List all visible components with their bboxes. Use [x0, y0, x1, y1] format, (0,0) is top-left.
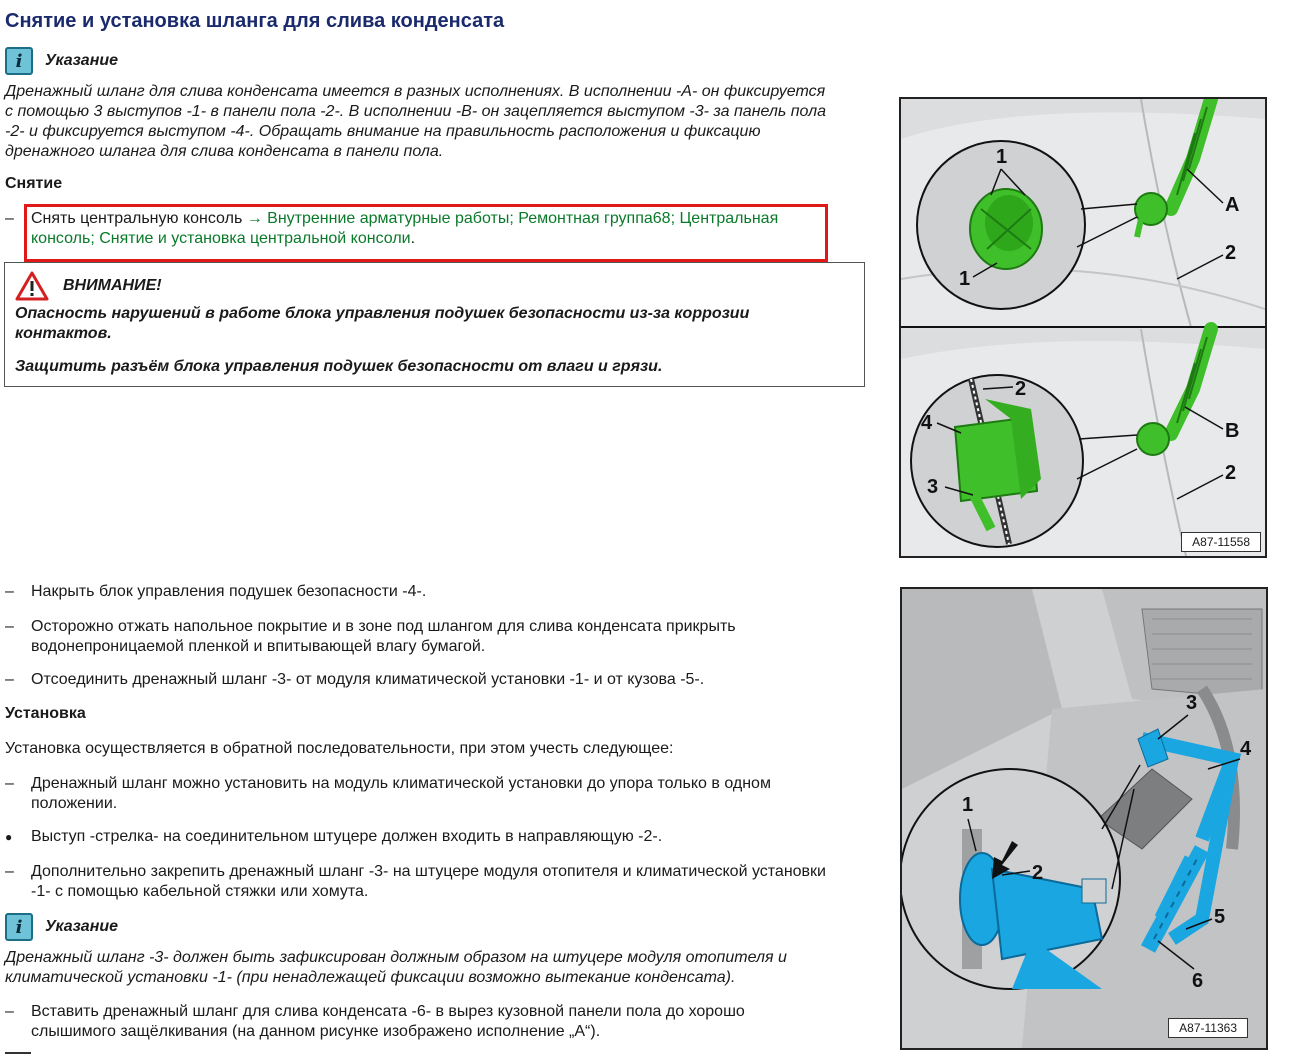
callout-3: 3: [927, 476, 939, 498]
note-label: Указание: [45, 52, 119, 69]
figure-label: A87-11363: [1168, 1018, 1248, 1038]
note-text: [5, 948, 787, 988]
info-icon: i: [5, 913, 33, 941]
warning-text: [15, 304, 835, 344]
warning-box: [4, 262, 865, 387]
note-line: Дренажный шланг -3- должен быть зафиксирован должным образом на штуцере модуля отопителя и: [5, 949, 787, 966]
repair-manual-link[interactable]: → Внутренние арматурные работы; Ремонтная группа68; Центральная: [246, 210, 779, 227]
warning-title: ВНИМАНИЕ!: [63, 277, 162, 294]
section-heading-removal: Снятие: [5, 175, 63, 192]
warning-triangle-icon: [15, 271, 49, 301]
footer-divider: [5, 1052, 31, 1054]
install-step: [5, 774, 875, 814]
page-title: Снятие и установка шланга для слива конденсата: [5, 10, 505, 32]
highlight-box: [24, 204, 828, 262]
bullet-marker: ●: [5, 830, 13, 844]
step-text: -1- с помощью кабельной стяжки или хомута.: [31, 883, 369, 900]
note-header: [5, 913, 118, 941]
dash-marker: –: [5, 863, 14, 880]
dash-marker: –: [5, 1003, 14, 1020]
callout-1: 1: [962, 794, 974, 816]
install-intro: Установка осуществляется в обратной последовательности, при этом учесть следующее:: [5, 740, 674, 757]
step-text: Дополнительно закрепить дренажный шланг -3- на штуцере модуля отопителя и климатической установки: [31, 863, 826, 880]
final-step: [5, 1002, 875, 1042]
figure-label: A87-11558: [1181, 532, 1261, 552]
warning-instruction: Защитить разъём блока управления подушек безопасности от влаги и грязи.: [15, 358, 663, 375]
install-step: [5, 862, 875, 902]
warning-header: [15, 271, 162, 301]
install-step: [5, 827, 875, 847]
step-item: [5, 617, 875, 657]
callout-4: 4: [1240, 738, 1252, 760]
figure-drain-hose-variants: [899, 97, 1267, 558]
info-icon: i: [5, 47, 33, 75]
callout-2-detail: 2: [1015, 378, 1027, 400]
figure2-illustration: [902, 589, 1266, 1048]
callout-4: 4: [921, 412, 933, 434]
step-text: Выступ -стрелка- на соединительном штуцере должен входить в направляющую -2-.: [31, 828, 663, 845]
note-line: с помощью 3 выступов -1- в панели пола -2-. В исполнении -В- он зацепляется выступом -3- за панель пола: [5, 103, 827, 120]
callout-6: 6: [1192, 970, 1204, 992]
repair-manual-link-cont[interactable]: консоль; Снятие и установка центральной консоли: [31, 230, 411, 247]
callout-2-top: 2: [1225, 242, 1237, 264]
note-line: климатической установки -1- (при ненадлежащей фиксации возможно вытекание конденсата).: [5, 969, 736, 986]
section-heading-install: Установка: [5, 705, 86, 722]
note-line: дренажного шланга для слива конденсата в панели пола.: [5, 143, 444, 160]
note-line: -2- и фиксируется выступом -4-. Обращать внимание на правильность расположения и фиксацию: [5, 123, 761, 140]
callout-5: 5: [1214, 906, 1226, 928]
callout-3: 3: [1186, 692, 1198, 714]
figure-drain-hose-connection: [900, 587, 1268, 1050]
step-item: [5, 582, 875, 602]
callout-B: B: [1225, 420, 1240, 442]
dash-marker: –: [5, 583, 14, 600]
step-text: слышимого защёлкивания (на данном рисунке изображено исполнение „A“).: [31, 1023, 601, 1040]
warning-line: контактов.: [15, 325, 112, 342]
dash-marker: –: [5, 775, 14, 792]
callout-2-bottom: 2: [1225, 462, 1237, 484]
callout-2: 2: [1032, 862, 1044, 884]
note-line: Дренажный шланг для слива конденсата имеется в разных исполнениях. В исполнении -А- он фиксируется: [5, 83, 826, 100]
warning-line: Опасность нарушений в работе блока управления подушек безопасности из-за коррозии: [15, 305, 750, 322]
step-text: водонепроницаемой пленкой и впитывающей влагу бумагой.: [31, 638, 486, 655]
step-text: Снять центральную консоль: [31, 210, 247, 227]
dash-marker: –: [5, 671, 14, 688]
step-text: Осторожно отжать напольное покрытие и в зоне под шлангом для слива конденсата прикрыть: [31, 618, 736, 635]
step-text: Дренажный шланг можно установить на модуль климатической установки до упора только в одном: [31, 775, 771, 792]
step-text: Накрыть блок управления подушек безопасности -4-.: [31, 583, 427, 600]
callout-A: A: [1225, 194, 1240, 216]
note-header: [5, 47, 118, 75]
figure1-illustration: [901, 99, 1265, 556]
dash-marker: –: [5, 618, 14, 635]
step-text: положении.: [31, 795, 118, 812]
note-text: [5, 82, 826, 162]
dash-marker: –: [5, 210, 14, 227]
step-end: .: [410, 230, 416, 247]
step-text: Вставить дренажный шланг для слива конденсата -6- в вырез кузовной панели пола до хорошо: [31, 1003, 745, 1020]
step-item: [5, 670, 875, 690]
callout-1-top: 1: [996, 146, 1008, 168]
callout-1-bottom: 1: [959, 268, 971, 290]
step-text: Отсоединить дренажный шланг -3- от модуля климатической установки -1- и от кузова -5-.: [31, 671, 705, 688]
note-label: Указание: [45, 918, 119, 935]
